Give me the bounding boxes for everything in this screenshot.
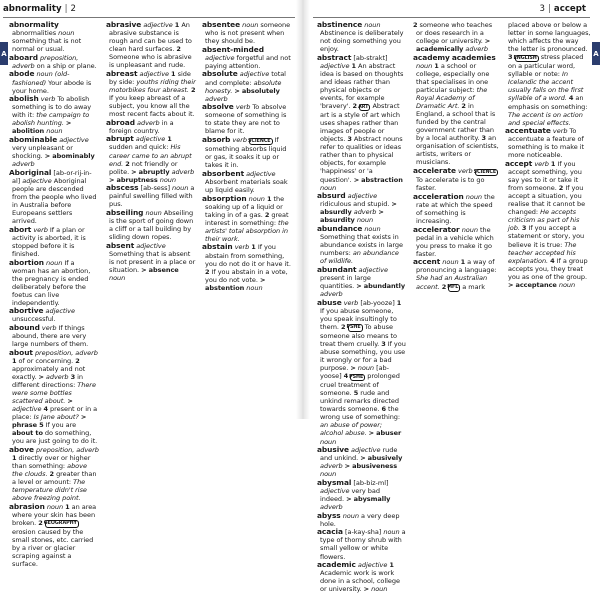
dictionary-entry: abrasive adjective 1 An abrasive substance is rough and can be used to clean hard surfaces. 2 Someone who is abrasive is unpleasant and rude.: [106, 20, 192, 70]
dictionary-entry: acceleration noun the rate at which the speed of something is increasing.: [413, 191, 495, 225]
dictionary-entry: 2 someone who teaches or does research in a college or university. > academically adverb: [413, 21, 493, 54]
dictionary-entry: academic adjective 1 Academic work is work done in a school, college or university. > noun: [317, 560, 400, 593]
dictionary-entry: above preposition, adverb 1 directly over or higher than something: above the clouds. 2 greater than a level or amount: The temperature didn't rise above freezing point.: [9, 444, 99, 503]
header-rule-right: [313, 17, 590, 18]
right-running-head: 3 | accept: [539, 4, 586, 14]
dictionary-entry: abscess [ab-sess] noun a painful swelling filled with pus.: [106, 183, 195, 209]
dictionary-entry: abroad adverb in a foreign country.: [106, 117, 174, 135]
dictionary-entry: absolute adjective total and complete: absolute honesty. > absolutely adverb: [202, 69, 286, 103]
dictionary-entry: abusive adjective rude and unkind. > abusively adverb > abusiveness noun: [317, 445, 403, 479]
dictionary-entry: abundant adjective present in large quantities. > abundantly adverb: [317, 264, 406, 298]
dictionary-entry: abominable adjective very unpleasant or shocking. > abominably adverb: [9, 135, 95, 169]
dictionary-entry: absent adjective Something that is absent is not present in a place or situation. > absence noun: [106, 240, 196, 283]
left-page-number: 2: [70, 4, 76, 14]
dictionary-entry: aboard preposition, adverb on a ship or plane.: [9, 52, 97, 70]
dictionary-entry: absurd adjective ridiculous and stupid. > absurdly adverb > absurdity noun: [317, 191, 397, 225]
dictionary-entry: abstain verb 1 If you abstain from something, you do not do it or have it. 2 If you abstain in a vote, you do not vote. > abstention noun: [202, 242, 291, 292]
right-page-number: 3: [539, 4, 546, 14]
dictionary-entry: abstinence noun Abstinence is deliberately not doing something you enjoy.: [317, 20, 404, 54]
dictionary-entry: abort verb If a plan or activity is aborted, it is stopped before it is finished.: [9, 224, 86, 258]
column-2: [106, 21, 292, 419]
dictionary-entry: abode noun (old-fashioned) Your abode is your home.: [9, 69, 92, 95]
dictionary-entry: abseiling noun Abseiling is the sport of going down a cliff or a tall building by sliding down ropes.: [106, 208, 194, 242]
thumb-tab-left: A: [0, 42, 8, 65]
left-guide-word: abnormality: [3, 4, 62, 14]
thumb-tab-right: A: [592, 42, 600, 65]
dictionary-entry: accept verb 1 If you accept something, you say yes to it or take it from someone. 2 If you accept a situation, you realise that it cannot be changed: He accepts criticism as part of his job. 3 If you accept a statement or story, you believe it is true: The teacher accepted his explanation. 4 If a group accepts you, they treat you as one of the group. > acceptance noun: [505, 159, 588, 289]
dictionary-entry: abreast adjective 1 side by side: youths riding their motorbikes four abreast. 2 If you keep abreast of a subject, you know all the most recent facts about it.: [106, 68, 196, 119]
dictionary-entry: abortive adjective unsuccessful.: [9, 306, 75, 324]
dictionary-entry: abnormality abnormalities noun something that is not normal or usual.: [9, 20, 82, 54]
column-3: [317, 20, 406, 593]
dictionary-entry: abysmal [ab-biz-ml] adjective very bad indeed. > abysmally adverb: [317, 477, 391, 512]
column-1: [9, 20, 99, 569]
dictionary-entry: acacia [a-kay-sha] noun a type of thorny shrub with small yellow or white flowers.: [317, 527, 406, 561]
dictionary-entry: absorbent adjective Absorbent materials soak up liquid easily.: [202, 168, 288, 194]
dictionary-entry: accelerator noun the pedal in a vehicle which you press to make it go faster.: [413, 224, 494, 258]
dictionary-entry: abyss noun a very deep hole.: [317, 510, 400, 528]
dictionary-entry: accent noun 1 a way of pronouncing a language: She had an Australian accent. 2 MFL a mark placed above or below a letter in some languages, which affects the way the letter is pronounced. 3 ENGLISH stress placed on a particular word, syllable or note: In Icelandic the accent usually falls on the first syllable of a word. 4 an emphasis on something: The accent is on action and special effects.: [413, 21, 591, 291]
dictionary-entry: abuse verb [ab-yooze] 1 If you abuse someone, you speak insultingly to them. 2 PSHE To abuse someone also means to treat them cruelly. 3 If you abuse something, you use it wrongly or for a bad purpose. > noun [ab-yoose] 4 PSHE prolonged cruel treatment of someone. 5 rude and unkind remarks directed towards someone. 6 the wrong use of something: an abuse of power; alcohol abuse. > abuser noun: [317, 297, 406, 446]
column-4: [413, 21, 591, 419]
header-rule-left: [3, 17, 295, 18]
dictionary-entry: accentuate verb To accentuate a feature of something is to make it more noticeable.: [505, 126, 584, 160]
dictionary-entry: absorption noun 1 the soaking up of a liquid or taking in of a gas. 2 great interest in something: the artists' total absorption in their work.: [202, 193, 289, 243]
dictionary-entry: abundance noun Something that exists in abundance exists in large numbers: an abundance of wildlife.: [317, 224, 403, 266]
dictionary-entry: academy academies noun 1 a school or college, especially one that specialises in one particular subject: the Royal Academy of Dramatic Art. 2 in England, a school that is funded by the central government rather than by a local authority. 3 an organisation of scientists, artists, writers or musicians.: [413, 52, 499, 167]
dictionary-entry: abrupt adjective 1 sudden and quick: His career came to an abrupt end. 2 not friendly or polite. > abruptly adverb > abruptness noun: [106, 134, 195, 184]
dictionary-entry: abolish verb To abolish something is to do away with it: the campaign to abolish hunting. > abolition noun: [9, 94, 92, 136]
dictionary-entry: absentee noun someone who is not present when they should be.: [202, 20, 291, 46]
dictionary-entry: accelerate verb SCIENCE To accelerate is to go faster.: [413, 166, 497, 193]
dictionary-entry: Aboriginal [ab-or-rij-in-al] adjective Aboriginal people are descended from the people who lived in Australia before Europeans settlers arrived.: [9, 167, 97, 226]
dictionary-entry: abstract [ab-strakt] adjective 1 An abstract idea is based on thoughts and ideas rather than physical objects or events, for example 'bravery'. 2 ART Abstract art is a style of art which uses shapes rather than images of people or objects. 3 Abstract nouns refer to qualities or ideas rather than to physical objects, for example 'happiness' or 'a question'. > abstraction noun: [317, 52, 404, 192]
dictionary-entry: absent-minded adjective forgetful and not paying attention.: [202, 44, 291, 70]
dictionary-entry: abrasion noun 1 an area where your skin has been broken. 2 GEOGRAPHY erosion caused by the small stones, etc. carried by a river or glacier scraping against a surface.: [9, 501, 97, 569]
right-guide-word: accept: [553, 4, 586, 14]
dictionary-entry: abound verb If things abound, there are very large numbers of them.: [9, 323, 89, 349]
dictionary-entry: absolve verb To absolve someone of something is to state they are not to blame for it.: [202, 102, 287, 136]
left-running-head: abnormality | 2: [3, 4, 76, 14]
dictionary-entry: abortion noun If a woman has an abortion, the pregnancy is ended deliberately before the foetus can live independently.: [9, 257, 91, 307]
dictionary-entry: about preposition, adverb 1 of or concerning. 2 approximately and not exactly. > adverb 3 in different directions: There were some bottles scattered about. > adjective 4 present or in a place: Is Jane about? > phrase 5 If you are about to do something, you are just going to do it.: [9, 347, 98, 446]
dictionary-entry: absorb verb SCIENCE If something absorbs liquid or gas, it soaks it up or takes it in.: [202, 135, 287, 170]
book-gutter: [296, 0, 310, 419]
